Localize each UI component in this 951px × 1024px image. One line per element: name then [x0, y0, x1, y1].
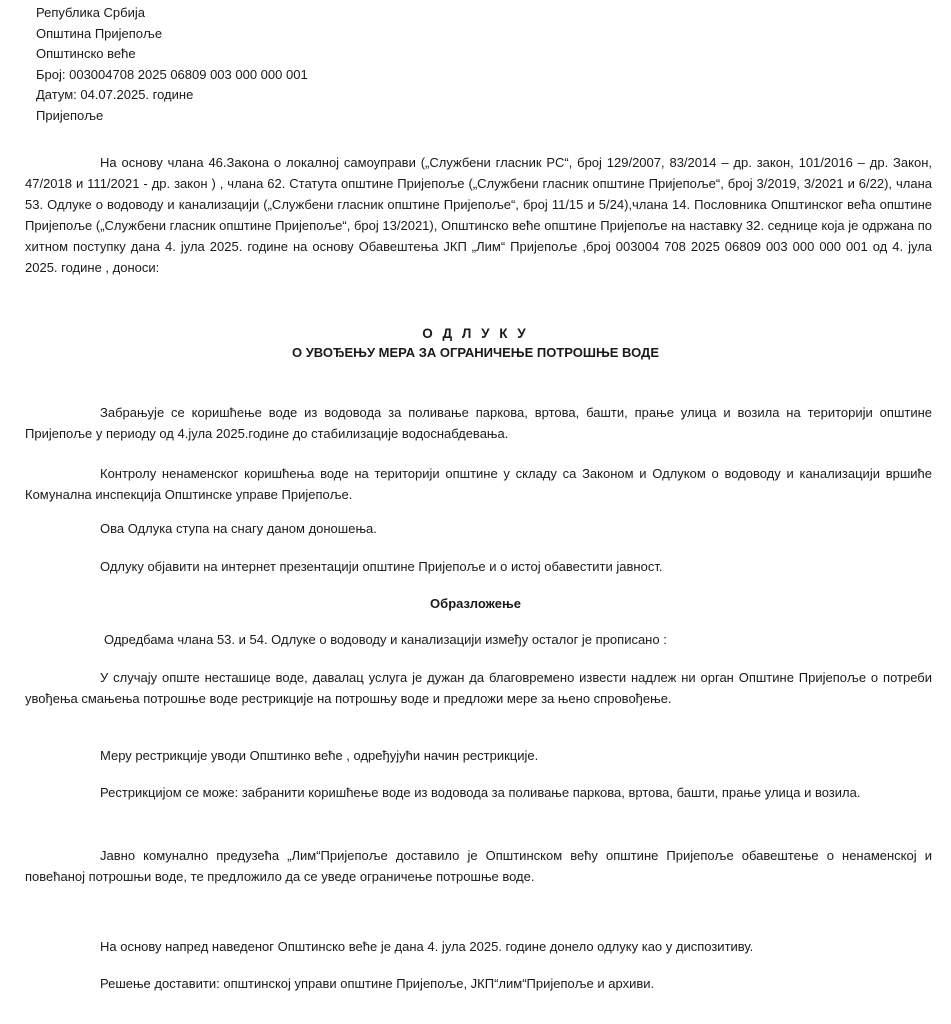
reasoning-paragraph-2: У случају опште несташице воде, давалац услуга је дужан да благовремено извести надлеж ни орган Општине Пријепоље о потреби увођења смањења потрошње воде рестрикције на потрошњу воде и предложи мере за њено спровођење. [25, 670, 932, 706]
reasoning-paragraph-3: Меру рестрикције уводи Општинко веће , одређујући начин рестрикције. [100, 748, 539, 763]
decision-paragraph-4: Одлуку објавити на интернет презентацији општине Пријепоље и о истој обавестити јавност. [100, 559, 663, 574]
decision-subtitle: О УВОЂЕЊУ МЕРА ЗА ОГРАНИЧЕЊЕ ПОТРОШЊЕ ВОДЕ [292, 345, 659, 360]
delivery-paragraph: Решење доставити: општинској управи општине Пријепоље, ЈКП“лим“Пријепоље и архиви. [100, 976, 655, 991]
document-date: Датум: 04.07.2025. године [36, 87, 194, 102]
preamble-paragraph: На основу члана 46.Закона о локалној самоуправи („Службени гласник РС“, број 129/2007, 83/2014 – др. закон, 101/2016 – др. Закон, 47/2018 и 111/2021 - др. закон ) , члана 62. Статута општине Пријепоље („Службени гласник општине Пријепоље“, број 3/2019, 3/2021 и 6/22), члана 53. Одлуке о водоводу и канализацији („Службени гласник општине Пријепоље“, број 11/15 и 5/24),члана 14. Пословника Општинског већа општине Пријепоље („Службени гласник општине Пријепоље“, број 13/2021), Општинско веће општине Пријепоље на наставку 32. седнице која је одржана по хитном поступку дана 4. јула 2025. године на основу Обавештења ЈКП „Лим“ Пријепоље ,број 003004 708 2025 06809 003 000 000 001 од 4. јула 2025. године , доноси: [25, 155, 932, 275]
decision-paragraph-3: Ова Одлука ступа на снагу даном доношења. [100, 521, 377, 536]
reasoning-title: Образложење [430, 596, 521, 611]
reasoning-paragraph-6: На основу напред наведеног Општинско веће је дана 4. јула 2025. године донело одлуку као у диспозитиву. [100, 939, 754, 954]
council-line: Општинско веће [36, 46, 136, 61]
reasoning-paragraph-5: Јавно комунално предузећа „Лим“Пријепоље доставило је Општинском већу општине Пријепоље обавештење о ненаменској и повећаној потрошњи воде, те предложило да се уведе ограничење потрошње воде. [25, 848, 932, 884]
municipality-line: Општина Пријепоље [36, 25, 163, 41]
country-line: Република Србија [36, 5, 145, 20]
reasoning-paragraph-4: Рестрикцијом се може: забранити коришћење воде из водовода за поливање паркова, вртова, башти, прање улица и возила. [100, 785, 861, 800]
decision-paragraph-2: Контролу ненаменског коришћења воде на територији општине у складу са Законом и Одлуком о водоводу и канализацији вршиће Комунална инспекција Општинске управе Пријепоље. [25, 466, 932, 502]
decision-paragraph-1: Забрањује се коришћење воде из водовода за поливање паркова, вртова, башти, прање улица и возила на територији општине Пријепоље у периоду од 4.јула 2025.године до стабилизације водоснабдевања. [25, 405, 932, 441]
document-header [36, 3, 308, 126]
reference-number: Број: 003004708 2025 06809 003 000 000 001 [36, 66, 308, 82]
place-line: Пријепоље [36, 107, 104, 123]
decision-title: О Д Л У К У [422, 326, 529, 341]
reasoning-paragraph-1: Одредбама члана 53. и 54. Одлуке о водоводу и канализацији између осталог је прописано : [104, 632, 667, 647]
